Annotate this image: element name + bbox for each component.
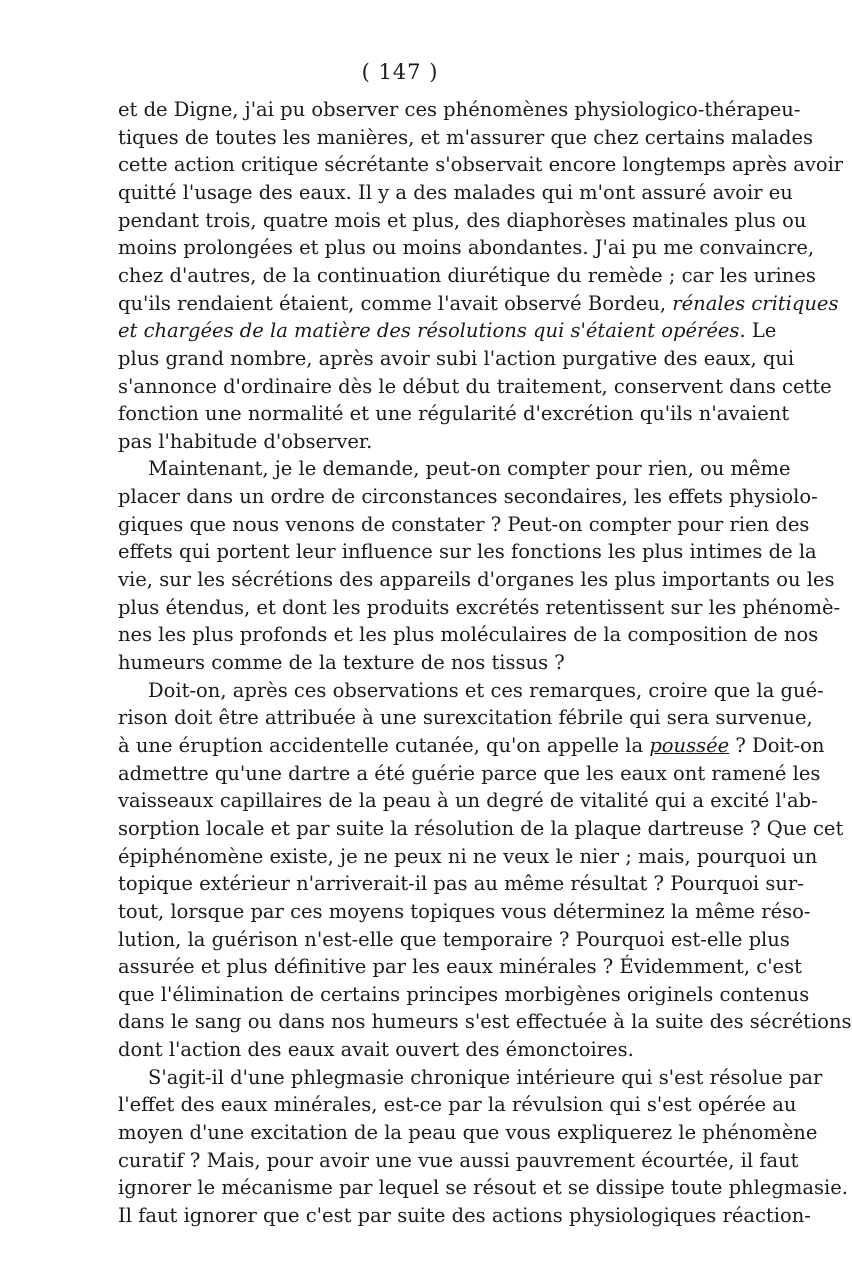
text-line	[118, 953, 802, 981]
text-segment: placer dans un ordre de circonstances secondaires, les effets physiolo-	[118, 485, 818, 509]
text-line	[118, 483, 818, 511]
text-line	[118, 234, 815, 262]
text-segment: lution, la guérison n'est-elle que temporaire ? Pourquoi est-elle plus	[118, 927, 790, 951]
text-segment: que l'élimination de certains principes morbigènes originels contenus	[118, 982, 810, 1006]
text-line	[118, 400, 790, 428]
text-segment: vaisseaux capillaires de la peau à un degré de vitalité qui a excité l'ab-	[118, 789, 818, 813]
text-line	[118, 179, 793, 207]
text-segment: dont l'action des eaux avait ouvert des émonctoires.	[118, 1038, 634, 1062]
text-segment: curatif ? Mais, pour avoir une vue aussi pauvrement écourtée, il faut	[118, 1148, 799, 1172]
text-segment: moins prolongées et plus ou moins abondantes. J'ai pu me convaincre,	[118, 236, 815, 260]
text-segment: sorption locale et par suite la résolution de la plaque dartreuse ? Que cet	[118, 816, 844, 840]
text-line	[118, 1202, 811, 1230]
text-line	[118, 1119, 818, 1147]
text-segment: admettre qu'une dartre a été guérie parce que les eaux ont ramené les	[118, 761, 821, 785]
text-segment: pas l'habitude d'observer.	[118, 429, 373, 453]
text-line	[118, 732, 825, 760]
text-segment: fonction une normalité et une régularité d'excrétion qu'ils n'avaient	[118, 402, 790, 426]
text-line	[118, 262, 816, 290]
text-segment: l'effet des eaux minérales, est-ce par la révulsion qui s'est opérée au	[118, 1093, 797, 1117]
text-segment: épiphénomène existe, je ne peux ni ne veux le nier ; mais, pourquoi un	[118, 844, 818, 868]
text-line	[118, 981, 810, 1009]
text-segment: pendant trois, quatre mois et plus, des diaphorèses matinales plus ou	[118, 208, 807, 232]
text-segment: et de Digne, j'ai pu observer ces phénomènes physiologico-thérapeu-	[118, 98, 801, 121]
text-line	[118, 428, 686, 456]
text-segment: plus grand nombre, après avoir subi l'action purgative des eaux, qui	[118, 346, 795, 370]
text-line	[118, 621, 819, 649]
text-line	[118, 760, 821, 788]
text-line	[118, 787, 818, 815]
text-line	[118, 151, 844, 179]
text-line	[118, 898, 811, 926]
text-segment: moyen d'une excitation de la peau que vous expliquerez le phénomène	[118, 1121, 818, 1145]
text-line	[118, 317, 777, 345]
text-line	[118, 704, 813, 732]
text-segment: giques que nous venons de constater ? Peut-on compter pour rien des	[118, 512, 810, 536]
text-line	[118, 511, 810, 539]
text-line	[118, 594, 841, 622]
text-segment: s'annonce d'ordinaire dès le début du traitement, conservent dans cette	[118, 374, 832, 398]
text-line	[148, 677, 824, 705]
text-segment: plus étendus, et dont les produits excrétés retentissent sur les phénomè-	[118, 595, 841, 619]
text-line	[148, 455, 791, 483]
text-line	[118, 1147, 799, 1175]
text-segment: poussée	[649, 733, 730, 757]
text-segment: topique extérieur n'arriverait-il pas au même résultat ? Pourquoi sur-	[118, 872, 804, 896]
text-segment: nes les plus profonds et les plus moléculaires de la composition de nos	[118, 623, 819, 647]
text-segment: quitté l'usage des eaux. Il y a des malades qui m'ont assuré avoir eu	[118, 180, 793, 204]
text-segment: S'agit-il d'une phlegmasie chronique intérieure qui s'est résolue par	[148, 1065, 823, 1089]
text-line	[118, 926, 790, 954]
text-line	[118, 1174, 848, 1202]
text-segment: tout, lorsque par ces moyens topiques vous déterminez la même réso-	[118, 899, 811, 923]
text-segment: rénales critiques	[672, 291, 839, 315]
text-segment: ignorer le mécanisme par lequel se résout et se dissipe toute phlegmasie.	[118, 1176, 848, 1200]
text-line	[118, 566, 835, 594]
text-segment: Doit-on, après ces observations et ces remarques, croire que la gué-	[148, 678, 824, 702]
text-segment: chez d'autres, de la continuation diurétique du remède ; car les urines	[118, 263, 816, 287]
text-segment: dans le sang ou dans nos humeurs s'est effectuée à la suite des sécrétions	[118, 1010, 852, 1034]
text-segment: humeurs comme de la texture de nos tissus ?	[118, 651, 565, 674]
text-segment: Il faut ignorer que c'est par suite des actions physiologiques réaction-	[118, 1204, 811, 1227]
text-segment: rison doit être attribuée à une surexcitation fébrile qui sera survenue,	[118, 706, 813, 730]
text-line	[118, 290, 839, 318]
text-line	[118, 124, 814, 152]
text-segment: Maintenant, je le demande, peut-on compter pour rien, ou même	[148, 457, 791, 481]
text-segment: et chargées de la matière des résolutions qui s'étaient opérées	[118, 319, 740, 343]
text-line	[148, 1064, 823, 1092]
text-line	[118, 870, 804, 898]
text-line	[118, 345, 795, 373]
text-line	[118, 207, 807, 235]
text-line	[118, 1008, 852, 1036]
text-segment: effets qui portent leur influence sur les fonctions les plus intimes de la	[118, 540, 817, 564]
text-segment: vie, sur les sécrétions des appareils d'organes les plus importants ou les	[118, 568, 835, 592]
text-segment: qu'ils rendaient étaient, comme l'avait observé Bordeu,	[118, 291, 673, 315]
text-line	[118, 538, 817, 566]
text-line	[118, 1036, 686, 1064]
text-line	[118, 815, 844, 843]
text-line	[118, 96, 801, 124]
page-number: ( 147 )	[361, 60, 439, 84]
text-segment: . Le	[739, 319, 777, 343]
text-line	[118, 1091, 797, 1119]
text-segment: tiques de toutes les manières, et m'assurer que chez certains malades	[118, 125, 814, 149]
text-line	[118, 373, 832, 401]
text-line	[118, 649, 686, 677]
text-segment: à une éruption accidentelle cutanée, qu'on appelle la	[118, 733, 650, 757]
text-segment: ? Doit-on	[729, 733, 825, 757]
text-segment: cette action critique sécrétante s'observait encore longtemps après avoir	[118, 153, 844, 177]
text-line	[118, 843, 818, 871]
text-segment: assurée et plus définitive par les eaux minérales ? Évidemment, c'est	[118, 955, 802, 979]
